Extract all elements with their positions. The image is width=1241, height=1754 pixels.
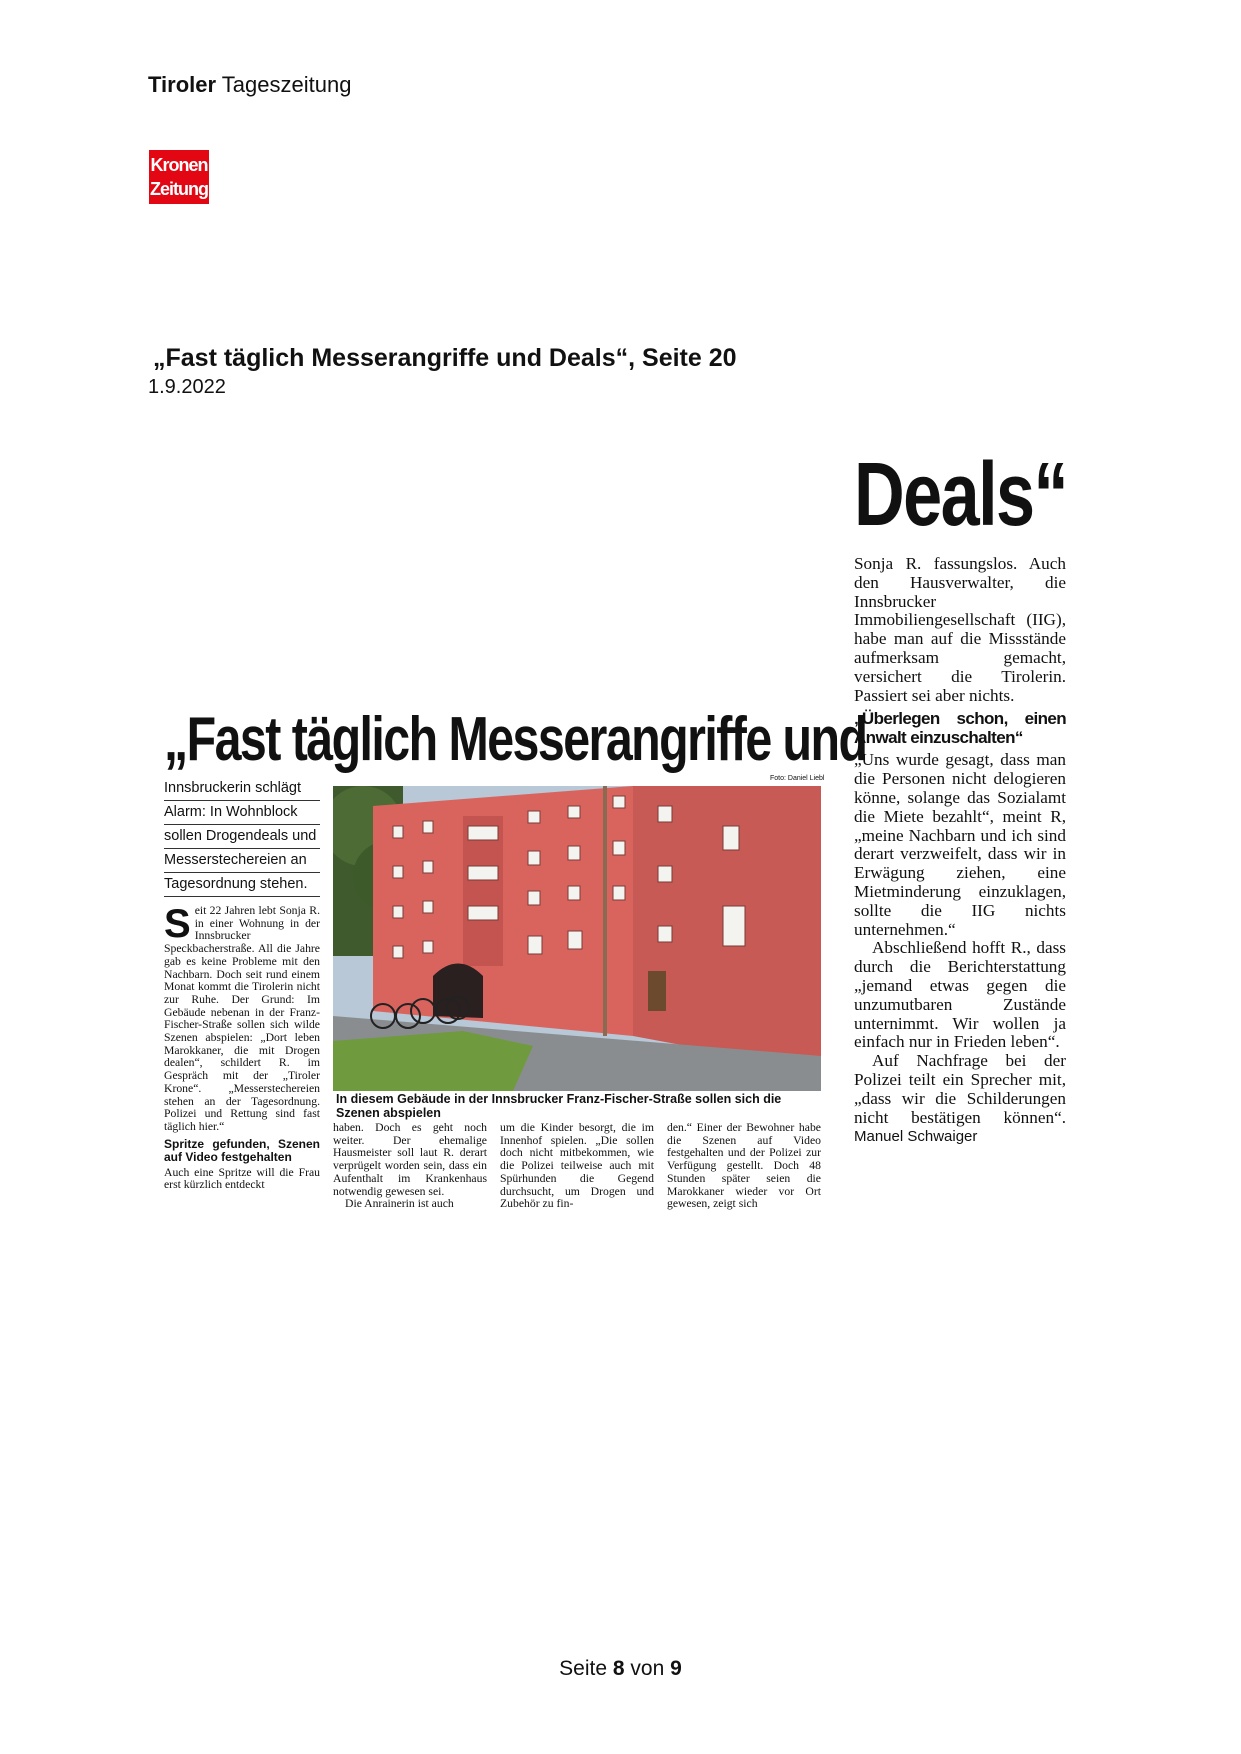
col3-paragraph: um die Kinder besorgt, die im Innenhof spielen. „Die sollen doch nicht mitbekommen, wie die Polizei teilweise auch mit Spürhunden die Gegend durchsucht, um Drogen und Zubehör zu fin- (500, 1121, 654, 1211)
right-paragraph-4 (854, 1052, 1066, 1147)
kronen-zeitung-logo (149, 150, 209, 204)
photo-caption: In diesem Gebäude in der Innsbrucker Franz-Fischer-Straße sollen sich die Szenen abspielen (336, 1092, 782, 1120)
page-number (0, 1657, 1241, 1681)
dropcap: S (164, 902, 191, 946)
headline-end: Deals“ (854, 445, 1068, 545)
article-column-4 (667, 1122, 821, 1211)
page-sep: von (630, 1657, 665, 1680)
teaser-line: Tagesordnung stehen. (164, 873, 320, 897)
article-column-1 (164, 902, 320, 1192)
col2-paragraph: haben. Doch es geht noch weiter. Der ehemalige Hausmeister soll laut R. derart verprügelt worden sein, dass ein Aufenthalt im Krankenhaus notwendig gewesen sei. (333, 1121, 487, 1198)
page-total: 9 (670, 1657, 682, 1680)
photo-credit: Foto: Daniel Liebl (770, 775, 825, 782)
teaser-line: Innsbruckerin schlägt (164, 777, 320, 801)
right-column (854, 555, 1066, 1147)
teaser-line: sollen Drogendeals und (164, 825, 320, 849)
right-subheading: „Überlegen schon, einen Anwalt einzuschalten“ (854, 709, 1066, 748)
page-prefix: Seite (559, 1657, 608, 1680)
col4-paragraph: den.“ Einer der Bewohner habe die Szenen auf Video festgehalten und der Polizei zur Verfügung gestellt. Doch 48 Stunden später seien die Marokkaner wieder vor Ort gewesen, zeigt sich (667, 1121, 821, 1211)
col1-subheading: Spritze gefunden, Szenen auf Video festgehalten (164, 1136, 320, 1164)
teaser-box (164, 777, 320, 897)
col1-paragraph (164, 902, 320, 1134)
brand-rest: Tageszeitung (221, 72, 352, 97)
newspaper-clipping (160, 445, 1070, 1211)
teaser-line: Alarm: In Wohnblock (164, 801, 320, 825)
article-column-2 (333, 1122, 487, 1211)
headline-main: „Fast täglich Messerangriffe und (164, 705, 867, 774)
right-paragraph-4-text: Auf Nachfrage bei der Polizei teilt ein Sprecher mit, „dass wir die Schilderungen nicht bestätigen können“. (854, 1051, 1066, 1127)
right-paragraph-1: Sonja R. fassungslos. Auch den Hausverwalter, die Innsbrucker Immobiliengesellschaft (IIG), habe man auf die Missstände aufmerksam gemacht, versichert die Tirolerin. Passiert sei aber nichts. (854, 554, 1066, 705)
teaser-line: Messerstechereien an (164, 849, 320, 873)
col1-paragraph-2: Auch eine Spritze will die Frau erst kürzlich entdeckt (164, 1165, 320, 1192)
col1-paragraph-text: eit 22 Jahren lebt Sonja R. in einer Wohnung in der Innsbrucker Speckbacherstraße. All die Jahre gab es keine Probleme mit den Nachbarn. Doch seit rund einem Monat kommt die Tirolerin nicht zur Ruhe. Der Grund: Im Gebäude nebenan in der Franz-Fischer-Straße sollen sich wilde Szenen abspielen: „Dort leben Marokkaner, die mit Drogen dealen“, schildert R. im Gespräch mit der „Tiroler Krone“. „Messerstechereien stehen an der Tagesordnung. Polizei und Rettung sind fast täglich hier.“ (164, 904, 320, 1133)
logo-line-1: Kronen (150, 155, 208, 175)
logo-line-2: Zeitung (150, 179, 208, 199)
right-paragraph-2: „Uns wurde gesagt, dass man die Personen nicht delogieren könne, solange das Sozialamt die Miete bezahlt“, meint R, „meine Nachbarn und ich sind derart verzweifelt, dass wir in Erwägung ziehen, eine Mietminderung einzuklagen, sollte die IIG nichts unternehmen.“ (854, 750, 1066, 939)
document-title: „Fast täglich Messerangriffe und Deals“, Seite 20 (153, 344, 737, 372)
building-illustration (333, 786, 821, 1091)
page-current: 8 (612, 1657, 625, 1680)
brand-bold: Tiroler (148, 72, 217, 97)
building-photo (333, 786, 821, 1091)
right-paragraph-3: Abschließend hofft R., dass durch die Berichterstattung „jemand etwas gegen die unzumutbaren Zustände unternimmt. Wir wollen ja einfach nur in Frieden leben“. (854, 938, 1066, 1052)
col2-paragraph-2: Die Anrainerin ist auch (345, 1197, 454, 1211)
publication-name (148, 72, 351, 98)
document-date: 1.9.2022 (148, 376, 226, 398)
article-column-3 (500, 1122, 654, 1211)
author-name: Manuel Schwaiger (854, 1128, 978, 1146)
